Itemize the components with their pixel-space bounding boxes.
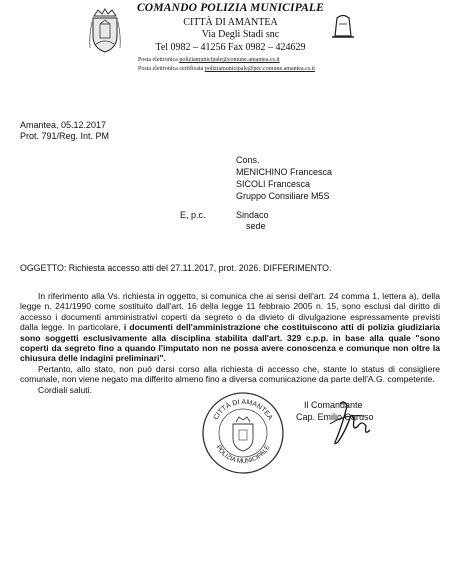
- header-title: COMANDO POLIZIA MUNICIPALE: [136, 2, 325, 14]
- cc-recipient-location: sede: [246, 221, 266, 231]
- stamp-top-text: CITTÀ DI AMANTEA: [212, 398, 274, 422]
- letter-body: [20, 291, 440, 395]
- header-email: Posta elettronica poliziamunicipale@comune.amantea.cs.it: [138, 57, 280, 63]
- recipient-3: Gruppo Consiliare M5S: [236, 191, 330, 201]
- body-closing: Cordiali saluti.: [38, 384, 92, 395]
- header-address: Via Degli Stadi snc: [201, 29, 280, 40]
- stamp-bottom-text: POLIZIA MUNICIPALE: [214, 444, 272, 466]
- subject-line: OGGETTO: Richiesta accesso atti del 27.11.2017, prot. 2026. DIFFERIMENTO.: [20, 263, 332, 273]
- header-pec: Posta elettronica certificata poliziamunicipale@pec.comune.amantea.cs.it: [138, 66, 315, 72]
- protocol-number: Prot. 791/Reg. Int. PM: [20, 131, 110, 141]
- cc-recipient: Sindaco: [236, 210, 269, 220]
- header-city: CITTÀ DI AMANTEA: [183, 17, 278, 28]
- header-phone: Tel 0982 – 41256 Fax 0982 – 424629: [155, 42, 306, 53]
- recipient-1: MENICHINO Francesca: [236, 167, 333, 177]
- cc-prefix: E, p.c.: [180, 210, 206, 220]
- signatory-role: Il Comandante: [304, 400, 363, 410]
- document-date: Amantea, 05.12.2017: [20, 120, 107, 130]
- body-paragraph-2: Pertanto, allo stato, non può darsi corso alla richiesta di accesso che, stante lo status di consigliere comunale, non viene negato ma differito almeno fino a diversa comunicazione da parte dell'A.G. competente.: [20, 363, 440, 385]
- official-stamp: [200, 390, 286, 476]
- recipient-prefix: Cons.: [236, 155, 260, 165]
- signatory-name: Cap. Emilio Caruso: [296, 412, 374, 422]
- handwritten-signature: [300, 396, 380, 454]
- recipient-2: SICOLI Francesca: [236, 179, 311, 189]
- body-paragraph-1: In riferimento alla Vs. richiesta in oggetto, si comunica che ai sensi dell'art. 24 comma 1, lettera a), della legge n. 241/1990 come sostituito dall'art. 16 della legge 11 febbraio 2005 n. 15, sono esclusi dal diritto di accesso i documenti amministrativi coperti da segreto o da divieto di divulgazione espressamente previsti dalla legge. In particolare, i documenti dell'amministrazione che costituiscono atti di polizia giudiziaria sono soggetti esclusivamente alla disciplina stabilita dall'art. 329 c.p.p. in base alla quale "sono coperti da segreto fino a quando l'imputato non ne possa avere conoscenza e comunque non oltre la chiusura delle indagini preliminari".: [20, 291, 440, 364]
